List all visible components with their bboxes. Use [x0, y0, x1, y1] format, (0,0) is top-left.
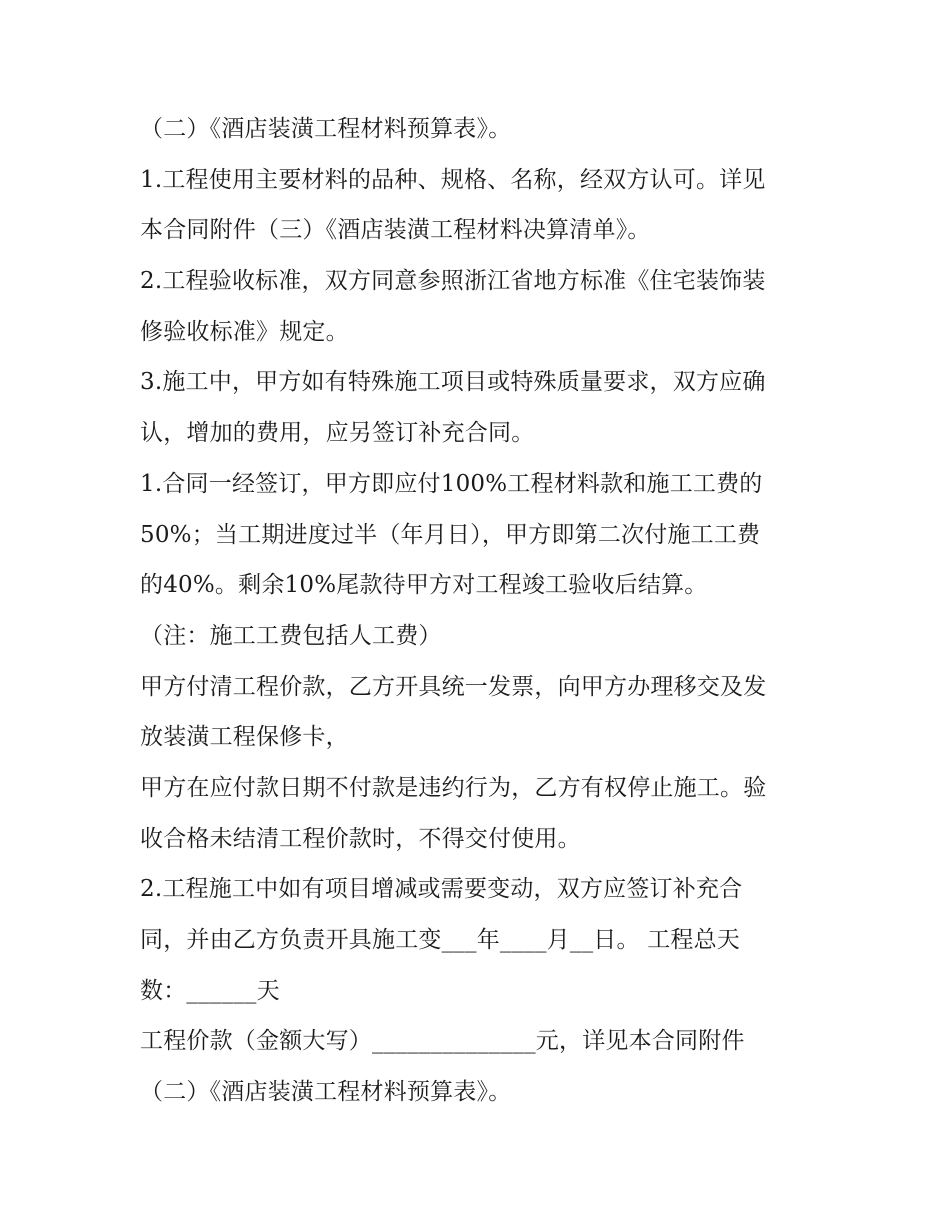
text-line: 50%；当工期进度过半（年月日），甲方即第二次付施工工费 [140, 521, 761, 548]
text-line: 的40%。剩余10%尾款待甲方对工程竣工验收后结算。 [140, 572, 708, 599]
text-line: 2.工程验收标准，双方同意参照浙江省地方标准《住宅装饰装 [140, 268, 766, 295]
text-line: 放装潢工程保修卡， [140, 724, 349, 751]
text-line: 2.工程施工中如有项目增减或需要变动，双方应签订补充合 [140, 876, 743, 903]
text-line: 本合同附件（三）《酒店装潢工程材料决算清单》。 [140, 217, 651, 244]
text-line: （注：施工工费包括人工费） [140, 622, 442, 649]
text-line: 甲方付清工程价款，乙方开具统一发票，向甲方办理移交及发 [140, 673, 767, 700]
contract-text [140, 104, 812, 1118]
text-line: （二）《酒店装潢工程材料预算表》。 [140, 116, 512, 142]
text-line: 1.合同一经签订，甲方即应付100%工程材料款和施工工费的 [140, 470, 763, 497]
text-line: 收合格未结清工程价款时，不得交付使用。 [140, 825, 581, 852]
text-line: 修验收标准》规定。 [140, 318, 349, 345]
text-line: 认，增加的费用，应另签订补充合同。 [140, 420, 535, 447]
text-line: 1.工程使用主要材料的品种、规格、名称，经双方认可。详见 [140, 166, 766, 193]
text-line: 同，并由乙方负责开具施工变___年____月__日。 工程总天 [140, 927, 741, 953]
text-line: （二）《酒店装潢工程材料预算表》。 [140, 1079, 512, 1106]
text-line: 数：______天 [140, 977, 280, 1004]
text-line: 甲方在应付款日期不付款是违约行为，乙方有权停止施工。验 [140, 774, 767, 801]
text-line: 3.施工中，甲方如有特殊施工项目或特殊质量要求，双方应确 [140, 369, 766, 396]
text-line: 工程价款（金额大写）______________元，详见本合同附件 [140, 1028, 745, 1055]
